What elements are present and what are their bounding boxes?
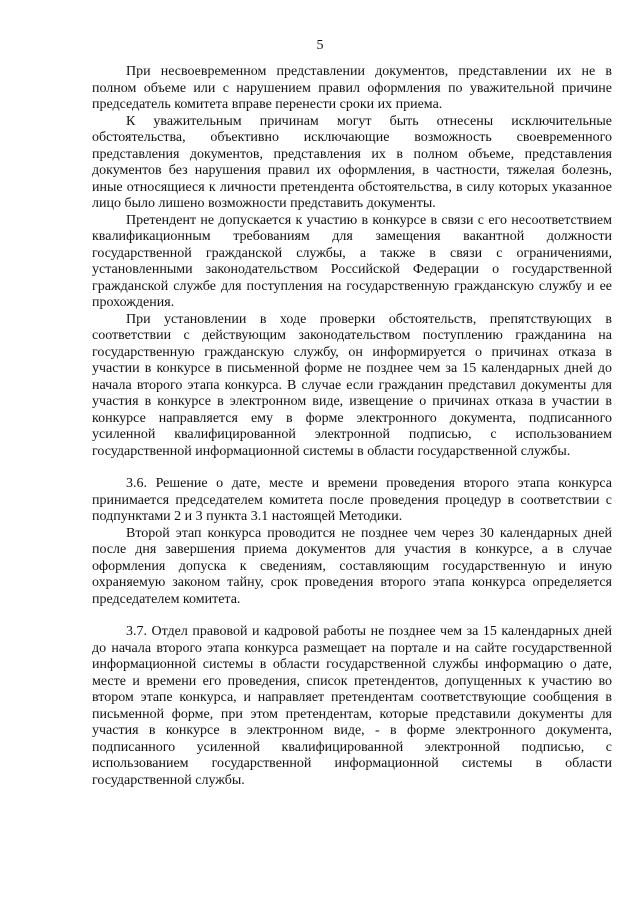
paragraph-second-stage-timing: Второй этап конкурса проводится не позднее чем через 30 календарных дней после дня завершения приема документов для участия в конкурсе, а в случае оформления допуска к сведениям, составляющим государственную и иную охраняемую законом тайну, срок проведения второго этапа конкурса определяется председателем комитета.: [92, 525, 612, 607]
paragraph-reschedule: При несвоевременном представлении документов, представлении их не в полном объеме или с нарушением правил оформления по уважительной причине председатель комитета вправе перенести сроки их приема.: [92, 64, 612, 112]
section-gap: [92, 460, 612, 476]
section-gap: [92, 608, 612, 624]
paragraph-not-admitted: Претендент не допускается к участию в конкурсе в связи с его несоответствием квалификационным требованиям для замещения вакантной должности государственной гражданской службы, а также в связи с ограничениями, установленными законодательством Российской Федерации о государственной гражданской службе для поступления на государственную гражданскую службу и ее прохождения.: [92, 212, 612, 310]
paragraph-section-3-7: 3.7. Отдел правовой и кадровой работы не позднее чем за 15 календарных дней до начала второго этапа конкурса размещает на портале и на сайте государственной информационной системы в области государственной службы информацию о дате, месте и времени его проведения, список претендентов, допущенных к участию во втором этапе конкурса, и направляет претендентам соответствующие сообщения в письменной форме, при этом претендентам, которые представили документы для участия в конкурсе в электронном виде, - в форме электронного документа, подписанного усиленной квалифицированной электронной подписью, с использованием государственной информационной системы в области государственной службы.: [92, 624, 612, 788]
page-number: 5: [316, 38, 324, 53]
document-body: [92, 64, 612, 789]
paragraph-valid-reasons: К уважительным причинам могут быть отнесены исключительные обстоятельства, объективно исключающие возможность своевременного представления документов, представления их в полном объеме, представления документов без нарушения правил их оформления, в частности, тяжелая болезнь, иные относящиеся к личности претендента обстоятельства, в силу которых указанное лицо было лишено возможности представить документы.: [92, 113, 612, 211]
paragraph-refusal-notice: При установлении в ходе проверки обстоятельств, препятствующих в соответствии с действующим законодательством поступлению гражданина на государственную гражданскую службу, он информируется о причинах отказа в участии в конкурсе в письменной форме не позднее чем за 15 календарных дней до начала второго этапа конкурса. В случае если гражданин представил документы для участия в конкурсе в электронном виде, извещение о причинах отказа в участии в конкурсе направляется ему в форме электронного документа, подписанного усиленной квалифицированной электронной подписью, с использованием государственной информационной системы в области государственной службы.: [92, 311, 612, 459]
paragraph-section-3-6: 3.6. Решение о дате, месте и времени проведения второго этапа конкурса принимается председателем комитета после проведения процедур в соответствии с подпунктами 2 и 3 пункта 3.1 настоящей Методики.: [92, 476, 612, 524]
